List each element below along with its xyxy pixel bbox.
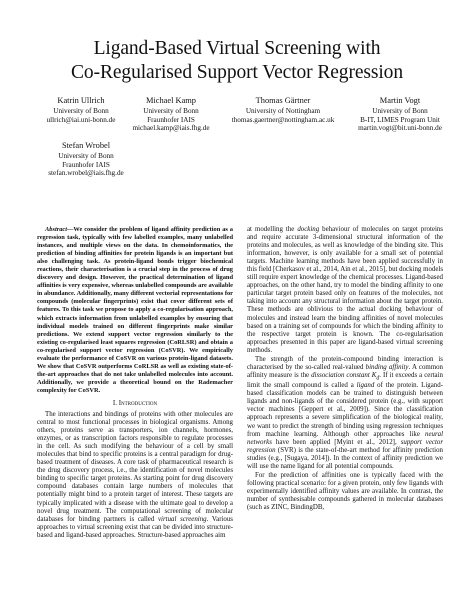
paper-title-line-1: Ligand-Based Virtual Screening with (93, 38, 381, 59)
intro-paragraph (37, 411, 233, 540)
author-email: ullrich@iai.uni-bonn.de (46, 115, 116, 124)
author-block (350, 96, 450, 133)
author-name: Thomas Gärtner (255, 96, 311, 105)
text-run: have been applied [Myint et al., 2012], (271, 438, 401, 446)
author-block (224, 96, 342, 124)
author-affiliation: University of Bonn (58, 152, 114, 160)
author-block (34, 141, 138, 178)
abstract (37, 226, 233, 395)
body-paragraph (247, 226, 443, 355)
text-run: . Various approaches to virtual screening exist that can be divided into structure-based and ligand-based approaches. Structure-based approaches aim (37, 515, 233, 539)
author-name: Katrin Ullrich (57, 96, 105, 105)
right-column (247, 226, 443, 512)
author-name: Stefan Wrobel (61, 141, 111, 150)
text-run: . A common affinity measure is the (247, 363, 443, 379)
math-symbol: K (369, 371, 377, 379)
section-heading-introduction: I. Introduction (112, 398, 158, 407)
author-affiliation: University of Bonn (143, 107, 199, 115)
emphasis-run: docking (297, 226, 320, 233)
text-run: The strength of the protein-compound binding interaction is characterised by the so-called real-valued (247, 355, 443, 371)
text-run: The interactions and bindings of proteins with other molecules are central to most functional processes in biological organisms. Among others, proteins serve as transporters, ion channels, hormones, enzymes, or as transcription factors responsible to regulate processes in the cell. As such modifying the behaviour of a cell by small molecules that bind to specific proteins is a central paradigm for drug-based treatment of diseases. A core task of pharmaceutical research is the drug discovery process, i.e., the identification of novel molecules binding to specific target proteins. As starting point for drug discovery compound databases contain large numbers of molecules that potentially might bind to a protein target of interest. These targets are typically implicated with a disease with the ultimate goal to develop a novel drug treatment. The computational screening of molecular databases for binding partners is called (37, 410, 233, 523)
author-email: michael.kamp@iais.fhg.de (132, 124, 210, 133)
author-block (130, 96, 212, 133)
emphasis-run: binding affinity (365, 363, 409, 371)
author-email: stefan.wrobel@iais.fhg.de (48, 169, 124, 178)
emphasis-run: virtual screening (158, 515, 207, 523)
text-run: . If it exceeds a certain limit the small compound is called a (247, 371, 443, 390)
author-name: Michael Kamp (145, 96, 196, 105)
math-subscript: d (376, 375, 380, 382)
emphasis-run: ligand (356, 382, 375, 390)
author-affiliation: University of Bonn (53, 107, 109, 115)
emphasis-run: dissociation constant (311, 371, 370, 379)
body-paragraph (247, 356, 443, 471)
emphasis-run: neural networks (247, 430, 443, 446)
text-run: at modelling the (247, 226, 298, 233)
text-run: of the protein. Ligand-based classification models can be trained to distinguish between ligands and non-ligands of the considered protein (e.g., with support vector machines [Geppert et al., 2009]). Since the classification approach represents a severe simplification of the biological reality, we want to predict the strength of binding using regression techniques from machine learning. Although other approaches like (247, 382, 443, 438)
author-affiliation: University of Bonn (372, 107, 428, 115)
text-run: behaviour of molecules on target proteins and require accurate 3-dimensional structural information of the proteins and molecules, as well as knowledge of the binding site. This information, however, is only available for a small set of potential targets. Machine learning methods have been applied successfully in this field [Cherkasov et al., 2014, Ain et al., 2015], but docking models still require expert knowledge of the chemical processes. Ligand-based approaches, on the other hand, try to model the binding affinity to one particular target protein based only on features of the molecules, not taking into account any structural information about the target protein. These methods are oblivious to the actual docking behaviour of molecules and instead learn the binding affinities of novel molecules based on a training set of compounds for which the binding affinity to the respective target protein is known. The co-regularisation approaches presented in this paper are ligand-based virtual screening methods. (247, 226, 443, 354)
author-org: Fraunhofer IAIS (62, 160, 110, 169)
author-block (40, 96, 122, 124)
left-column (37, 226, 233, 540)
author-org: B-IT, LIMES Program Unit (360, 115, 440, 124)
author-email: martin.vogt@bit.uni-bonn.de (358, 124, 442, 133)
abstract-text: —We consider the problem of ligand affinity prediction as a regression task, typically with few labelled examples, many unlabelled instances, and multiple views on the data. In chemoinformatics, the prediction of binding affinities for protein ligands is an important but also challenging task. As protein-ligand bonds trigger biochemical reactions, their characterisation is a crucial step in the process of drug discovery and design. However, the practical determination of ligand affinities is very expensive, whereas unlabelled compounds are available in abundance. Additionally, many different vectorial representations for compounds (molecular fingerprints) exist that cover different sets of features. To this task we propose to apply a co-regularisation approach, which extracts information from unlabelled examples by ensuring that individual models trained on different fingerprints make similar predictions. We extend support vector regression similarly to the existing co-regularised least squares regression (CoRLSR) and obtain a co-regularised support vector regression (CoSVR). We empirically evaluate the performance of CoSVR on various protein-ligand datasets. We show that CoSVR outperforms CoRLSR as well as existing state-of-the-art approaches that do not take unlabelled molecules into account. Additionally, we provide a theoretical bound on the Rademacher complexity for CoSVR. (37, 226, 233, 394)
author-affiliation: University of Nottingham (245, 107, 321, 115)
abstract-lead: Abstract (45, 226, 68, 233)
text-run: (SVR) is the state-of-the-art method for affinity prediction studies (e.g., [Sugaya, 2014]). In the context of affinity prediction we will use the name ligand for all potential compounds. (247, 446, 443, 470)
author-name: Martin Vogt (379, 96, 421, 105)
author-org: Fraunhofer IAIS (147, 115, 195, 124)
paper-title-line-2: Co-Regularised Support Vector Regression (71, 62, 403, 83)
author-email: thomas.gaertner@nottingham.ac.uk (231, 115, 335, 124)
emphasis-run: support vector regression (247, 438, 443, 454)
body-paragraph: For the prediction of affinities one is typically faced with the following practical scenario: for a given protein, only few ligands with experimentally identified affinity values are available. In contrast, the number of synthesisable compounds gathered in molecular databases (such as ZINC, BindingDB, (247, 471, 443, 511)
